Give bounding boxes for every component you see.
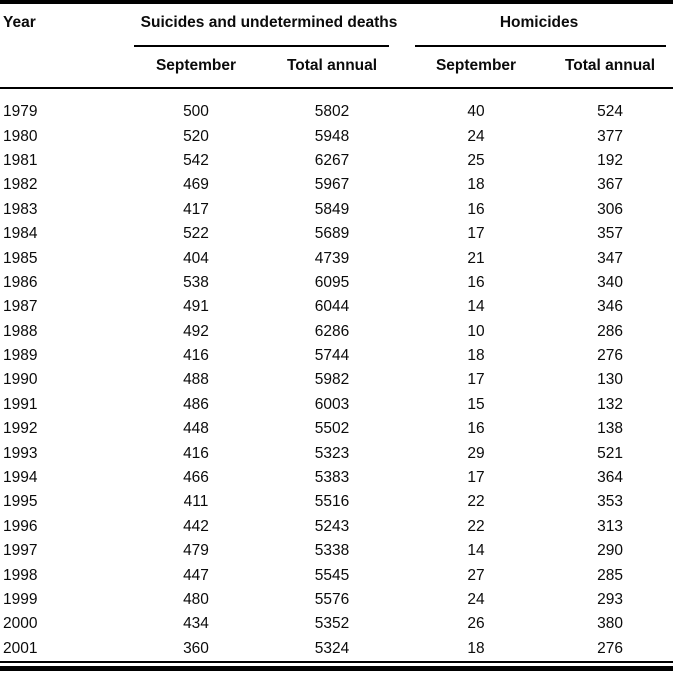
suicides-september-header: September [133, 47, 259, 88]
value-cell: 14 [467, 298, 485, 316]
value-cell: 364 [597, 469, 623, 487]
value-cell: 18 [467, 176, 485, 194]
value-cell: 380 [597, 615, 623, 633]
table-row [0, 612, 673, 636]
value-cell: 6095 [314, 273, 350, 291]
value-cell: 500 [183, 103, 209, 121]
value-cell: 6286 [314, 322, 350, 340]
value-cell: 522 [183, 225, 209, 243]
value-cell: 346 [597, 298, 623, 316]
value-cell: 293 [597, 591, 623, 608]
year-cell: 1989 [3, 347, 38, 365]
table-row [0, 320, 673, 344]
value-cell: 411 [183, 493, 209, 511]
value-cell: 10 [467, 322, 485, 340]
year-cell: 1985 [3, 249, 38, 267]
value-cell: 192 [597, 151, 623, 169]
value-cell: 377 [597, 127, 623, 145]
value-cell: 285 [597, 566, 623, 584]
value-cell: 520 [183, 127, 209, 145]
value-cell: 416 [183, 444, 209, 462]
value-cell: 5802 [314, 103, 350, 121]
value-cell: 6044 [314, 298, 350, 316]
value-cell: 16 [467, 200, 485, 218]
value-cell: 469 [183, 176, 209, 194]
year-cell: 1982 [3, 176, 38, 194]
year-column-header: Year [0, 2, 133, 88]
value-cell: 132 [597, 395, 623, 413]
value-cell: 5338 [314, 542, 350, 560]
year-cell: 1986 [3, 273, 38, 291]
value-cell: 5383 [314, 469, 350, 487]
value-cell: 434 [183, 615, 209, 633]
value-cell: 5744 [314, 347, 350, 365]
table-row [0, 539, 673, 563]
value-cell: 5502 [314, 420, 350, 438]
table-body [0, 88, 673, 662]
value-cell: 538 [183, 273, 209, 291]
year-cell: 1980 [3, 127, 38, 145]
value-cell: 26 [467, 615, 485, 633]
table-row [0, 124, 673, 148]
table-row [0, 271, 673, 295]
year-cell: 1998 [3, 566, 38, 584]
value-cell: 5948 [314, 127, 350, 145]
value-cell: 276 [597, 347, 623, 365]
value-cell: 416 [183, 347, 209, 365]
value-cell: 417 [183, 200, 209, 218]
table-header [0, 2, 673, 88]
value-cell: 5689 [314, 225, 350, 243]
suicides-total-annual-header: Total annual [259, 47, 405, 88]
value-cell: 5982 [314, 371, 350, 389]
year-cell: 1997 [3, 542, 38, 560]
value-cell: 357 [597, 225, 623, 243]
value-cell: 542 [183, 151, 209, 169]
year-cell: 1984 [3, 225, 38, 243]
value-cell: 5849 [314, 200, 350, 218]
bottom-thick-rule [0, 666, 673, 671]
value-cell: 18 [467, 347, 485, 365]
table-row [0, 466, 673, 490]
value-cell: 491 [183, 298, 209, 316]
homicides-group-header: Homicides [405, 2, 673, 47]
value-cell: 27 [467, 566, 485, 584]
table-row [0, 222, 673, 246]
value-cell: 24 [467, 127, 485, 145]
year-cell: 1990 [3, 371, 38, 389]
value-cell: 442 [183, 517, 209, 535]
value-cell: 286 [597, 322, 623, 340]
value-cell: 5545 [314, 566, 350, 584]
value-cell: 521 [597, 444, 623, 462]
table-row [0, 588, 673, 612]
table-row [0, 417, 673, 441]
value-cell: 40 [467, 103, 485, 121]
value-cell: 448 [183, 420, 209, 438]
value-cell: 16 [467, 420, 485, 438]
table-row [0, 637, 673, 662]
value-cell: 18 [467, 639, 485, 657]
value-cell: 5243 [314, 517, 350, 535]
year-cell: 1996 [3, 517, 38, 535]
table-row [0, 295, 673, 319]
table-row [0, 393, 673, 417]
value-cell: 6003 [314, 395, 350, 413]
value-cell: 5516 [314, 493, 350, 511]
value-cell: 17 [467, 469, 485, 487]
value-cell: 5352 [314, 615, 350, 633]
table-row [0, 198, 673, 222]
value-cell: 488 [183, 371, 209, 389]
value-cell: 16 [467, 273, 485, 291]
year-cell: 1992 [3, 420, 38, 438]
value-cell: 404 [183, 249, 209, 267]
year-cell: 1981 [3, 151, 38, 169]
value-cell: 4739 [314, 249, 350, 267]
value-cell: 367 [597, 176, 623, 194]
suicides-group-header: Suicides and undetermined deaths [133, 2, 405, 47]
value-cell: 466 [183, 469, 209, 487]
value-cell: 340 [597, 273, 623, 291]
value-cell: 524 [597, 103, 623, 121]
value-cell: 313 [597, 517, 623, 535]
year-cell: 1993 [3, 444, 38, 462]
year-cell: 1979 [3, 103, 38, 121]
value-cell: 480 [183, 591, 209, 608]
table-row [0, 490, 673, 514]
value-cell: 22 [467, 517, 485, 535]
value-cell: 14 [467, 542, 485, 560]
year-cell: 1999 [3, 591, 38, 608]
table-row [0, 344, 673, 368]
value-cell: 5324 [314, 639, 350, 657]
value-cell: 347 [597, 249, 623, 267]
value-cell: 138 [597, 420, 623, 438]
value-cell: 25 [467, 151, 485, 169]
year-cell: 1991 [3, 395, 38, 413]
table-row [0, 515, 673, 539]
value-cell: 486 [183, 395, 209, 413]
value-cell: 447 [183, 566, 209, 584]
homicides-total-annual-header: Total annual [547, 47, 673, 88]
value-cell: 130 [597, 371, 623, 389]
year-cell: 1994 [3, 469, 38, 487]
table-row [0, 246, 673, 270]
value-cell: 353 [597, 493, 623, 511]
value-cell: 21 [467, 249, 485, 267]
value-cell: 492 [183, 322, 209, 340]
homicides-september-header: September [405, 47, 547, 88]
value-cell: 360 [183, 639, 209, 657]
value-cell: 5576 [314, 591, 350, 608]
value-cell: 306 [597, 200, 623, 218]
table-row [0, 368, 673, 392]
value-cell: 5967 [314, 176, 350, 194]
year-cell: 1983 [3, 200, 38, 218]
year-cell: 1988 [3, 322, 38, 340]
value-cell: 6267 [314, 151, 350, 169]
value-cell: 17 [467, 225, 485, 243]
table-row [0, 441, 673, 465]
value-cell: 290 [597, 542, 623, 560]
table-row [0, 88, 673, 124]
table-row [0, 149, 673, 173]
value-cell: 5323 [314, 444, 350, 462]
year-cell: 2001 [3, 639, 38, 657]
value-cell: 15 [467, 395, 485, 413]
year-cell: 2000 [3, 615, 38, 633]
value-cell: 17 [467, 371, 485, 389]
value-cell: 24 [467, 591, 485, 608]
value-cell: 22 [467, 493, 485, 511]
table-row [0, 563, 673, 587]
value-cell: 276 [597, 639, 623, 657]
year-cell: 1987 [3, 298, 38, 316]
value-cell: 29 [467, 444, 485, 462]
table-row [0, 173, 673, 197]
value-cell: 479 [183, 542, 209, 560]
year-cell: 1995 [3, 493, 38, 511]
